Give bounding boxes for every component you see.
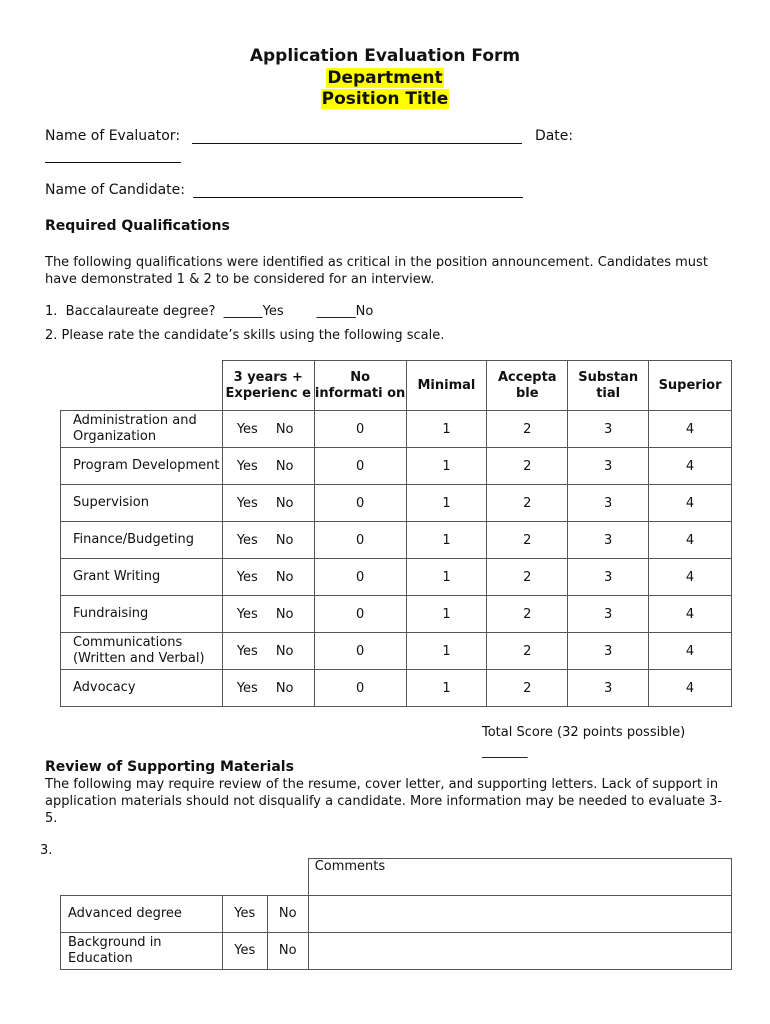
date-blank[interactable] <box>45 148 181 163</box>
form-title: Application Evaluation Form <box>249 46 521 66</box>
candidate-label: Name of Candidate: <box>45 182 185 198</box>
total-score-label: Total Score (32 points possible) <box>482 725 686 740</box>
score-1[interactable]: 1 <box>406 485 487 522</box>
score-3[interactable]: 3 <box>568 522 649 559</box>
yes-option[interactable]: Yes <box>222 932 267 969</box>
ratings-header-row <box>61 361 732 411</box>
row-label: Program Development <box>61 448 223 485</box>
candidate-blank[interactable] <box>193 183 523 198</box>
yes-no-cell[interactable] <box>222 448 314 485</box>
score-1[interactable]: 1 <box>406 522 487 559</box>
yes-option[interactable]: Yes <box>222 895 267 932</box>
row-label: Advocacy <box>61 670 223 707</box>
no-option[interactable]: No <box>275 606 294 622</box>
score-3[interactable]: 3 <box>568 559 649 596</box>
header-empty <box>222 859 267 896</box>
header-minimal: Minimal <box>406 361 487 411</box>
row-label: Finance/Budgeting <box>61 522 223 559</box>
comments-header: Comments <box>308 859 731 896</box>
yes-option[interactable]: Yes <box>236 532 258 548</box>
score-4[interactable]: 4 <box>649 485 732 522</box>
row-label: Fundraising <box>61 596 223 633</box>
total-score-blank[interactable]: _______ <box>482 744 528 759</box>
table-row <box>61 522 732 559</box>
header-empty <box>61 361 223 411</box>
score-1[interactable]: 1 <box>406 448 487 485</box>
header-acceptable: Accepta ble <box>487 361 568 411</box>
no-option[interactable]: No <box>275 643 294 659</box>
score-0[interactable]: 0 <box>314 448 406 485</box>
row-label: Administration and Organization <box>61 411 223 448</box>
score-2[interactable]: 2 <box>487 522 568 559</box>
no-option[interactable]: No <box>275 421 294 437</box>
review-header-row <box>61 859 732 896</box>
score-4[interactable]: 4 <box>649 448 732 485</box>
header-substantial: Substan tial <box>568 361 649 411</box>
position-line <box>0 89 770 110</box>
table-row <box>61 485 732 522</box>
score-1[interactable]: 1 <box>406 411 487 448</box>
evaluator-label: Name of Evaluator: <box>45 128 181 144</box>
yes-no-cell[interactable] <box>222 559 314 596</box>
yes-option[interactable]: Yes <box>236 680 258 696</box>
yes-no-cell[interactable] <box>222 670 314 707</box>
score-4[interactable]: 4 <box>649 522 732 559</box>
evaluator-row <box>45 128 573 144</box>
score-2[interactable]: 2 <box>487 411 568 448</box>
comments-cell[interactable] <box>308 895 731 932</box>
review-heading: Review of Supporting Materials <box>45 759 294 775</box>
table-row <box>61 559 732 596</box>
ratings-table <box>60 360 732 707</box>
no-option[interactable]: No <box>275 569 294 585</box>
header-no-information: No informati on <box>314 361 406 411</box>
score-2[interactable]: 2 <box>487 485 568 522</box>
score-0[interactable]: 0 <box>314 411 406 448</box>
header-empty <box>61 859 223 896</box>
score-4[interactable]: 4 <box>649 633 732 670</box>
row-label: Background in Education <box>61 932 223 969</box>
row-label: Supervision <box>61 485 223 522</box>
no-option[interactable]: No <box>275 458 294 474</box>
header-experience: 3 years + Experienc e <box>222 361 314 411</box>
table-row <box>61 448 732 485</box>
table-row <box>61 670 732 707</box>
score-3[interactable]: 3 <box>568 596 649 633</box>
yes-no-cell[interactable] <box>222 633 314 670</box>
score-1[interactable]: 1 <box>406 559 487 596</box>
table-row <box>61 596 732 633</box>
score-2[interactable]: 2 <box>487 596 568 633</box>
yes-option[interactable]: Yes <box>236 495 258 511</box>
header-empty <box>267 859 308 896</box>
score-0[interactable]: 0 <box>314 485 406 522</box>
yes-no-cell[interactable] <box>222 522 314 559</box>
yes-option[interactable]: Yes <box>236 643 258 659</box>
review-intro: The following may require review of the resume, cover letter, and supporting letters. Lack of support in application materials should not disqualify a candidate. More information may be needed to evaluate 3-5. <box>45 777 723 826</box>
required-intro: The following qualifications were identified as critical in the position announcement. Candidates must have demonstrated 1 & 2 to be considered for an interview. <box>45 255 708 287</box>
row-label: Grant Writing <box>61 559 223 596</box>
no-option[interactable]: No <box>275 495 294 511</box>
item-2: 2. Please rate the candidate’s skills using the following scale. <box>45 328 445 343</box>
score-3[interactable]: 3 <box>568 670 649 707</box>
score-0[interactable]: 0 <box>314 596 406 633</box>
score-0[interactable]: 0 <box>314 522 406 559</box>
score-2[interactable]: 2 <box>487 559 568 596</box>
score-3[interactable]: 3 <box>568 485 649 522</box>
date-label: Date: <box>534 128 574 144</box>
table-row <box>61 411 732 448</box>
score-1[interactable]: 1 <box>406 670 487 707</box>
comments-cell[interactable] <box>308 932 731 969</box>
yes-option[interactable]: Yes <box>236 421 258 437</box>
row-label: Advanced degree <box>61 895 223 932</box>
yes-option[interactable]: Yes <box>236 569 258 585</box>
yes-no-cell[interactable] <box>222 596 314 633</box>
score-0[interactable]: 0 <box>314 670 406 707</box>
department-line <box>0 68 770 89</box>
yes-no-cell[interactable] <box>222 485 314 522</box>
score-4[interactable]: 4 <box>649 411 732 448</box>
no-option[interactable]: No <box>275 680 294 696</box>
item-3-number: 3. <box>40 843 53 858</box>
no-option[interactable]: No <box>267 932 308 969</box>
no-option[interactable]: No <box>275 532 294 548</box>
yes-option[interactable]: Yes <box>236 458 258 474</box>
table-row <box>61 633 732 670</box>
score-2[interactable]: 2 <box>487 448 568 485</box>
review-table <box>60 858 732 970</box>
score-0[interactable]: 0 <box>314 633 406 670</box>
score-4[interactable]: 4 <box>649 596 732 633</box>
table-row <box>61 932 732 969</box>
header-superior: Superior <box>649 361 732 411</box>
yes-option[interactable]: Yes <box>236 606 258 622</box>
score-1[interactable]: 1 <box>406 596 487 633</box>
required-heading: Required Qualifications <box>45 218 230 234</box>
score-4[interactable]: 4 <box>649 670 732 707</box>
item-1: 1. Baccalaureate degree? ______Yes ______No <box>45 304 374 319</box>
score-3[interactable]: 3 <box>568 448 649 485</box>
score-4[interactable]: 4 <box>649 559 732 596</box>
score-3[interactable]: 3 <box>568 633 649 670</box>
score-2[interactable]: 2 <box>487 633 568 670</box>
evaluator-blank[interactable] <box>192 129 522 144</box>
score-3[interactable]: 3 <box>568 411 649 448</box>
yes-no-cell[interactable] <box>222 411 314 448</box>
row-label: Communications (Written and Verbal) <box>61 633 223 670</box>
score-0[interactable]: 0 <box>314 559 406 596</box>
department-highlight: Department <box>327 68 443 88</box>
position-highlight: Position Title <box>321 89 449 109</box>
score-2[interactable]: 2 <box>487 670 568 707</box>
table-row <box>61 895 732 932</box>
candidate-row <box>45 182 523 198</box>
score-1[interactable]: 1 <box>406 633 487 670</box>
no-option[interactable]: No <box>267 895 308 932</box>
